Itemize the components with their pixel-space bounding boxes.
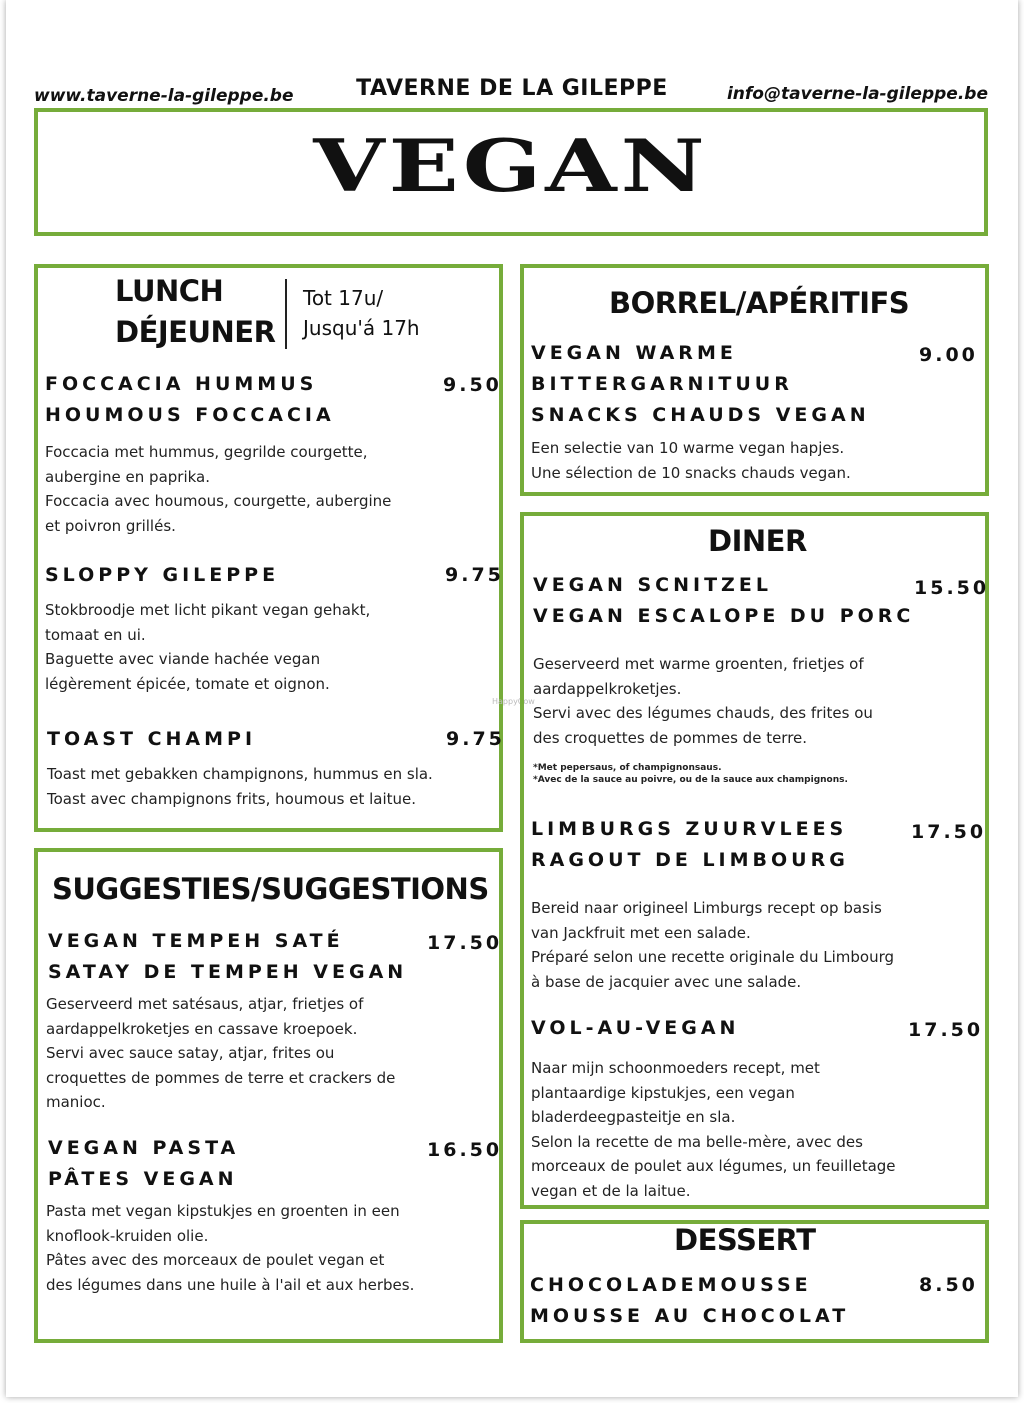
- sauce-note: [533, 762, 848, 786]
- menu-item-name: BITTERGARNITUUR: [531, 373, 793, 395]
- desc-line: Baguette avec viande hachée vegan: [45, 650, 321, 668]
- email-link[interactable]: info@taverne-la-gileppe.be: [726, 84, 988, 104]
- lunch-time-nl: Tot 17u/: [303, 286, 384, 310]
- menu-item-price: 17.50: [427, 932, 503, 954]
- desc-line: van Jackfruit met een salade.: [531, 923, 751, 942]
- menu-item-price: 17.50: [908, 1019, 984, 1041]
- menu-item-description: [46, 1199, 414, 1297]
- desc-line: Geserveerd met warme groenten, frietjes of: [533, 655, 864, 673]
- menu-item-name: SLOPPY GILEPPE: [45, 564, 280, 586]
- note-line: *Avec de la sauce au poivre, ou de la sauce aux champignons.: [533, 775, 848, 785]
- menu-item-price: 16.50: [427, 1139, 503, 1161]
- menu-item-name: VEGAN TEMPEH SATÉ: [48, 930, 344, 952]
- menu-item-price: 9.75: [446, 728, 505, 750]
- menu-item-description: [531, 436, 851, 485]
- menu-item-description: [47, 762, 433, 811]
- desc-line: bladerdeegpasteitje en sla.: [531, 1108, 736, 1126]
- menu-item-name: VEGAN PASTA: [48, 1137, 240, 1159]
- desc-line: Pasta met vegan kipstukjes en groenten in een: [46, 1202, 400, 1220]
- diner-title: DINER: [708, 524, 807, 558]
- menu-item-name: SATAY DE TEMPEH VEGAN: [48, 961, 408, 983]
- desc-line: et poivron grillés.: [45, 516, 176, 535]
- desc-line: aubergine en paprika.: [45, 467, 210, 486]
- desc-line: aardappelkroketjes en cassave kroepoek.: [46, 1019, 358, 1038]
- menu-item-price: 9.50: [443, 374, 502, 396]
- lunch-title-fr: DÉJEUNER: [115, 315, 276, 349]
- desc-line: légèrement épicée, tomate et oignon.: [45, 674, 330, 693]
- desc-line: Een selectie van 10 warme vegan hapjes.: [531, 439, 845, 457]
- desc-line: morceaux de poulet aux légumes, un feuilletage: [531, 1157, 896, 1175]
- menu-item-name: TOAST CHAMPI: [47, 728, 257, 750]
- lunch-divider: [285, 279, 287, 349]
- desc-line: aardappelkroketjes.: [533, 679, 682, 698]
- desc-line: Toast avec champignons frits, houmous et laitue.: [47, 789, 417, 808]
- menu-item-name: VEGAN SCNITZEL: [533, 574, 772, 596]
- menu-item-price: 9.75: [445, 564, 504, 586]
- menu-item-price: 8.50: [919, 1274, 978, 1296]
- desc-line: Préparé selon une recette originale du Limbourg: [531, 948, 894, 966]
- borrel-title: BORREL/APÉRITIFS: [609, 286, 910, 320]
- hero-title: [38, 120, 984, 212]
- desc-line: Foccacia met hummus, gegrilde courgette,: [45, 443, 368, 461]
- menu-item-name: VEGAN WARME: [531, 342, 737, 364]
- desc-line: manioc.: [46, 1093, 106, 1111]
- lunch-time-fr: Jusqu'á 17h: [303, 316, 420, 340]
- menu-item-name: RAGOUT DE LIMBOURG: [531, 849, 849, 871]
- hero-title-text: VEGAN: [313, 123, 709, 209]
- menu-item-name: CHOCOLADEMOUSSE: [530, 1274, 812, 1296]
- desc-line: Toast met gebakken champignons, hummus en sla.: [47, 765, 433, 783]
- suggestions-title: SUGGESTIES/SUGGESTIONS: [52, 872, 489, 906]
- lunch-title-nl: LUNCH: [115, 274, 224, 308]
- dessert-title: DESSERT: [674, 1223, 816, 1257]
- note-line: *Met pepersaus, of champignonsaus.: [533, 763, 722, 773]
- restaurant-name: TAVERNE DE LA GILEPPE: [356, 76, 668, 101]
- desc-line: Geserveerd met satésaus, atjar, frietjes of: [46, 995, 364, 1013]
- menu-item-description: [531, 896, 894, 994]
- watermark: HappyCow: [492, 697, 535, 706]
- menu-item-description: [531, 1056, 896, 1203]
- desc-line: Servi avec des légumes chauds, des frites ou: [533, 704, 873, 722]
- desc-line: Pâtes avec des morceaux de poulet vegan et: [46, 1251, 385, 1269]
- desc-line: plantaardige kipstukjes, een vegan: [531, 1083, 795, 1102]
- menu-item-name: PÂTES VEGAN: [48, 1168, 238, 1190]
- desc-line: Stokbroodje met licht pikant vegan gehakt,: [45, 601, 371, 619]
- desc-line: tomaat en ui.: [45, 625, 146, 644]
- menu-item-name: LIMBURGS ZUURVLEES: [531, 818, 848, 840]
- menu-item-name: VEGAN ESCALOPE DU PORC: [533, 605, 915, 627]
- menu-item-name: VOL-AU-VEGAN: [531, 1017, 740, 1039]
- desc-line: knoflook-kruiden olie.: [46, 1226, 209, 1245]
- desc-line: Servi avec sauce satay, atjar, frites ou: [46, 1044, 335, 1062]
- desc-line: Selon la recette de ma belle-mère, avec des: [531, 1132, 863, 1151]
- menu-item-price: 17.50: [911, 821, 987, 843]
- menu-item-name: HOUMOUS FOCCACIA: [45, 404, 335, 426]
- desc-line: Bereid naar origineel Limburgs recept op basis: [531, 899, 882, 917]
- menu-item-price: 15.50: [914, 577, 990, 599]
- desc-line: croquettes de pommes de terre et crackers de: [46, 1068, 396, 1087]
- desc-line: des légumes dans une huile à l'ail et aux herbes.: [46, 1275, 415, 1294]
- menu-item-description: [45, 440, 391, 538]
- menu-item-price: 9.00: [919, 344, 978, 366]
- website-link[interactable]: www.taverne-la-gileppe.be: [34, 86, 294, 106]
- desc-line: Foccacia avec houmous, courgette, aubergine: [45, 492, 392, 510]
- menu-item-description: [46, 992, 395, 1115]
- menu-item-name: SNACKS CHAUDS VEGAN: [531, 404, 870, 426]
- desc-line: Une sélection de 10 snacks chauds vegan.: [531, 463, 851, 482]
- desc-line: vegan et de la laitue.: [531, 1181, 691, 1200]
- desc-line: Naar mijn schoonmoeders recept, met: [531, 1059, 820, 1077]
- menu-item-description: [45, 598, 370, 696]
- menu-item-description: [533, 652, 873, 750]
- menu-item-name: FOCCACIA HUMMUS: [45, 373, 318, 395]
- desc-line: des croquettes de pommes de terre.: [533, 728, 808, 747]
- menu-item-name: MOUSSE AU CHOCOLAT: [530, 1305, 850, 1327]
- desc-line: à base de jacquier avec une salade.: [531, 972, 802, 991]
- hero-banner: [34, 108, 988, 236]
